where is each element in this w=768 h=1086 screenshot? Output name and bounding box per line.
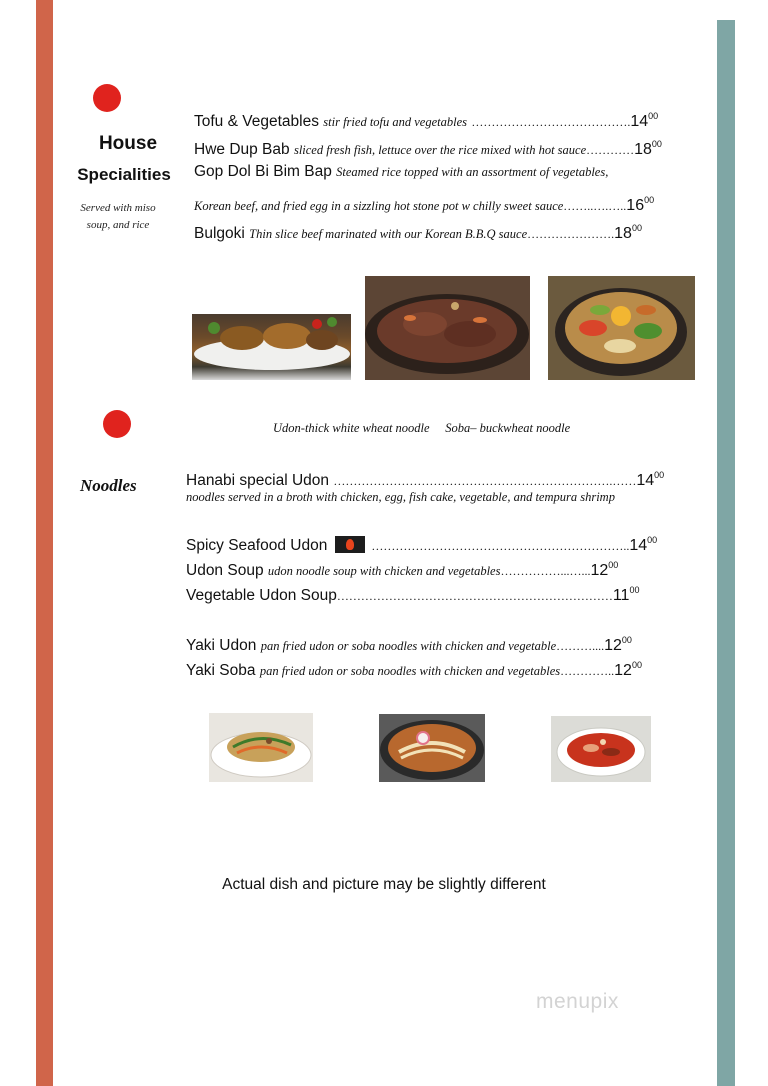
right-decorative-stripe — [717, 20, 735, 1086]
dot-leader: ……….... — [556, 639, 605, 653]
dot-leader: ……………...…... — [500, 564, 591, 578]
item-name: Yaki Soba — [186, 662, 256, 679]
menu-item — [194, 162, 608, 182]
house-note-line1: Served with miso — [80, 202, 156, 214]
item-price: $14^{00}$ — [636, 470, 665, 489]
spicy-seafood-udon-photo — [551, 716, 651, 782]
tofu-vegetables-photo — [192, 314, 351, 380]
bulgoki-dish-image — [365, 276, 530, 380]
yaki-udon-photo — [209, 713, 313, 782]
bibimbap-dish-image — [548, 276, 695, 380]
menu-item — [186, 580, 639, 606]
noodles-title: Noodles — [80, 476, 137, 495]
menu-item — [186, 555, 618, 581]
item-price: $12^{00}$ — [604, 635, 632, 654]
item-description: Thin slice beef marinated with our Korean B.B.Q sauce — [249, 227, 528, 241]
house-title-line2: Specialities — [77, 165, 171, 184]
menu-item — [194, 106, 658, 132]
noodles-subtitle: Udon-thick white wheat noodle Soba– buckwheat noodle — [273, 421, 571, 435]
item-description: udon noodle soup with chicken and vegetables — [267, 564, 501, 578]
menu-item — [186, 530, 657, 556]
item-name: Bulgoki — [194, 225, 245, 242]
spicy-icon — [335, 536, 365, 553]
item-name: Udon Soup — [186, 562, 264, 579]
item-description: pan fried udon or soba noodles with chicken and vegetables — [259, 664, 561, 678]
watermark-logo: menupix — [536, 990, 619, 1013]
section-bullet-dot — [93, 84, 121, 112]
item-name: Spicy Seafood Udon — [186, 537, 328, 554]
house-menu-list — [194, 106, 704, 246]
item-description: noodles served in a broth with chicken, egg, fish cake, vegetable, and tempura shrimp — [186, 490, 615, 504]
item-name: Hwe Dup Bab — [194, 141, 290, 158]
menu-item — [194, 134, 662, 160]
udon-soup-photo — [379, 714, 485, 782]
item-price: $12^{00}$ — [590, 560, 619, 579]
menu-item-continued — [194, 190, 654, 216]
menu-item — [186, 630, 632, 656]
item-description: Korean beef, and fried egg in a sizzling hot stone pot w chilly sweet sauce — [194, 199, 564, 213]
udon-soup-dish-image — [379, 714, 485, 782]
menu-item-description — [186, 487, 615, 507]
left-decorative-stripe — [36, 0, 53, 1086]
dot-leader: ……..….….. — [563, 199, 627, 213]
item-name: Gop Dol Bi Bim Bap — [194, 163, 332, 180]
dot-leader: …………………………………. — [471, 115, 631, 129]
bulgoki-photo — [365, 276, 530, 380]
tofu-dish-image — [192, 314, 351, 380]
item-name: Tofu & Vegetables — [194, 113, 319, 130]
item-name: Vegetable Udon Soup — [186, 587, 337, 604]
item-description: sliced fresh fish, lettuce over the rice mixed with hot sauce — [293, 143, 587, 157]
dot-leader: ………….. — [560, 664, 615, 678]
spicy-seafood-dish-image — [551, 716, 651, 782]
dot-leader: ………… — [586, 143, 635, 157]
item-description: Steamed rice topped with an assortment of vegetables, — [336, 165, 609, 179]
disclaimer-text: Actual dish and picture may be slightly different — [222, 876, 546, 893]
noodles-menu-list — [186, 465, 706, 680]
item-price: $16^{00}$ — [626, 195, 655, 214]
item-price: $11^{00}$ — [612, 585, 640, 604]
dot-leader: ……………………………………………………….. — [371, 539, 630, 553]
bibimbap-photo — [548, 276, 695, 380]
house-note — [66, 200, 170, 234]
house-title-line1: House — [98, 133, 158, 154]
item-price: $18^{00}$ — [614, 223, 642, 242]
yaki-udon-dish-image — [209, 713, 313, 782]
dot-leader: …………………………………………………………… — [336, 589, 613, 603]
item-name: Hanabi special Udon — [186, 472, 330, 489]
item-description: pan fried udon or soba noodles with chicken and vegetable — [260, 639, 557, 653]
item-description: stir fried tofu and vegetables — [323, 115, 468, 129]
item-price: $14^{00}$ — [630, 111, 659, 130]
menu-item — [186, 655, 642, 681]
item-price: $14^{00}$ — [629, 535, 658, 554]
section-bullet-dot — [103, 410, 131, 438]
item-name: Yaki Udon — [186, 637, 257, 654]
dot-leader: …………………. — [527, 227, 615, 241]
item-price: $18^{00}$ — [634, 139, 662, 158]
item-price: $12^{00}$ — [614, 660, 642, 679]
dot-leader: …………………………………………………………….…… — [333, 474, 637, 488]
house-note-line2: soup, and rice — [86, 219, 150, 231]
menu-item — [194, 218, 642, 244]
